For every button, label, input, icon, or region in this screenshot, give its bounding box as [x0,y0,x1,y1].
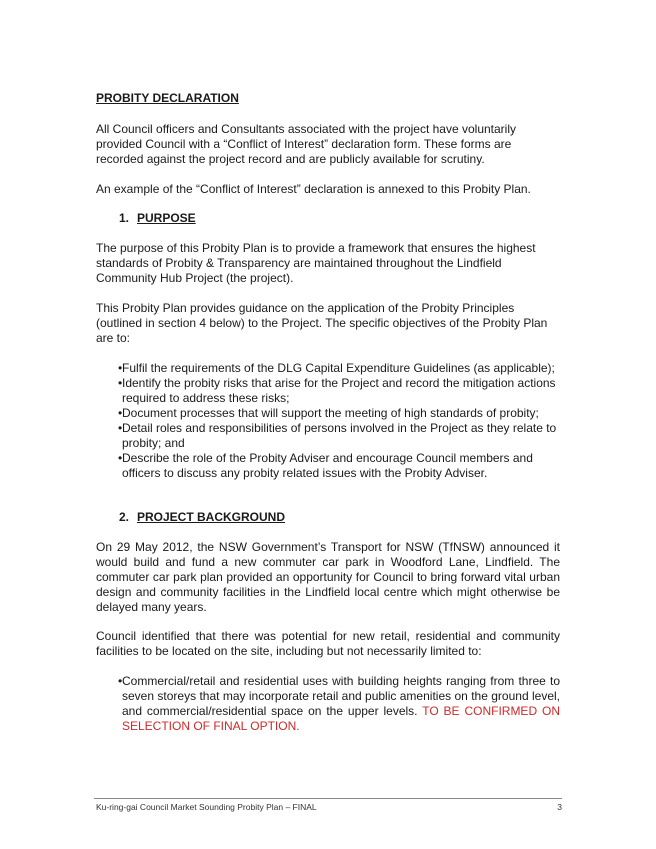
section-heading-probity-declaration: PROBITY DECLARATION [96,91,239,105]
section-heading-project-background [119,510,560,525]
paragraph: The purpose of this Probity Plan is to provide a framework that ensures the highest standards of Probity & Transparency are maintained throughout the Lindfield Community Hub Project (the project). [96,241,536,285]
page-content [96,91,560,734]
bullet-icon: • [118,406,123,420]
section-heading-purpose [119,211,560,226]
objectives-list [96,361,560,481]
paragraph: Council identified that there was potential for new retail, residential and community facilities to be located on the site, including but not necessarily limited to: [96,629,560,658]
bullet-icon: • [118,361,123,375]
bullet-icon: • [118,421,123,435]
list-item: • Identify the probity risks that arise for the Project and record the mitigation actions required to address these risks; [96,376,560,406]
bullet-icon: • [118,376,123,390]
facilities-list [96,674,560,734]
bullet-icon: • [118,451,123,465]
paragraph: All Council officers and Consultants associated with the project have voluntarily provided Council with a “Conflict of Interest” declaration form. These forms are recorded against the project record and are publicly available for scrutiny. [96,122,516,166]
footer-title: Ku-ring-gai Council Market Sounding Probity Plan – FINAL [96,802,317,812]
paragraph: An example of the “Conflict of Interest” declaration is annexed to this Probity Plan. [96,182,531,196]
list-item-text: Commercial/retail and residential uses with building heights ranging from three to seven storeys that may incorporate retail and public amenities on the ground level, and commercial/residential space on the upper levels. [122,674,560,718]
list-item [96,674,560,734]
confirmation-note: TO BE CONFIRMED ON SELECTION OF FINAL OPTION. [122,704,561,733]
footer-divider [94,798,562,799]
paragraph: This Probity Plan provides guidance on the application of the Probity Principles (outlined in section 4 below) to the Project. The specific objectives of the Probity Plan are to: [96,301,548,345]
list-item: • Document processes that will support the meeting of high standards of probity; [96,406,560,421]
section-heading-text: PROJECT BACKGROUND [137,510,286,524]
list-item: • Detail roles and responsibilities of persons involved in the Project as they relate to probity; and [96,421,560,451]
list-item: • Describe the role of the Probity Adviser and encourage Council members and officers to discuss any probity related issues with the Probity Adviser. [96,451,560,481]
section-number: 2. [119,510,130,524]
section-heading-text: PURPOSE [137,211,196,225]
page-number: 3 [557,802,562,812]
paragraph: On 29 May 2012, the NSW Government’s Transport for NSW (TfNSW) announced it would build and fund a new commuter car park in Woodford Lane, Lindfield. The commuter car park plan provided an opportunity for Council to bring forward vital urban design and community facilities in the Lindfield local centre which might otherwise be delayed many years. [96,540,560,614]
list-item: • Fulfil the requirements of the DLG Capital Expenditure Guidelines (as applicable); [96,361,560,376]
bullet-icon: • [118,674,123,688]
section-number: 1. [119,211,130,225]
